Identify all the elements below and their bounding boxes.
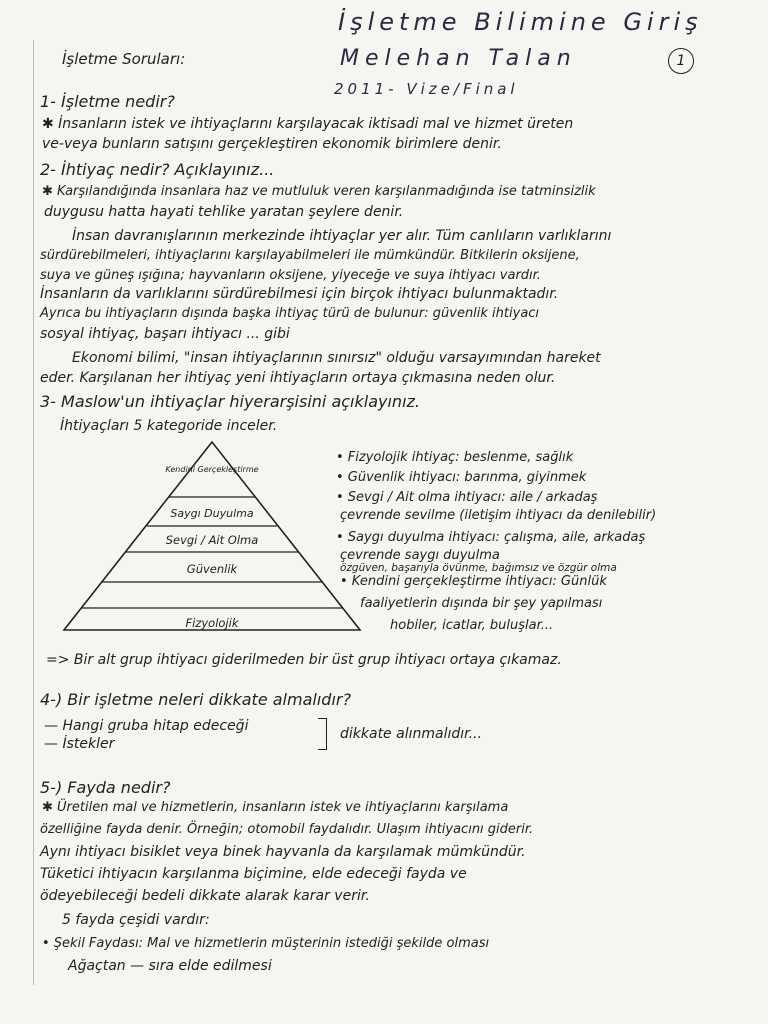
q3-bullet: • Kendini gerçekleştirme ihtiyacı: Günlük bbox=[340, 574, 607, 589]
q4-bracket-text: dikkate alınmalıdır... bbox=[340, 726, 482, 742]
maslow-pyramid bbox=[62, 440, 362, 640]
q5-type: • Şekil Faydası: Mal ve hizmetlerin müşterinin istediği şekilde olması bbox=[42, 936, 490, 951]
sheet-title: İşletme Soruları: bbox=[62, 50, 186, 68]
q4-item: — İstekler bbox=[44, 736, 115, 752]
q3-bullet: çevrende sevilme (iletişim ihtiyacı da denilebilir) bbox=[340, 508, 657, 523]
pyramid-level-safety: Güvenlik bbox=[186, 562, 238, 576]
header-title: İşletme Bilimine Giriş bbox=[338, 8, 703, 36]
q3-intro: İhtiyaçları 5 kategoride inceler. bbox=[60, 418, 278, 434]
q1-question: 1- İşletme nedir? bbox=[40, 92, 175, 111]
q2-answer-line: eder. Karşılanan her ihtiyaç yeni ihtiyaçların ortaya çıkmasına neden olur. bbox=[40, 370, 556, 386]
margin-line bbox=[33, 40, 34, 985]
q3-bullet: • Saygı duyulma ihtiyacı: çalışma, aile, arkadaş bbox=[336, 530, 646, 545]
q3-bullet: hobiler, icatlar, buluşlar... bbox=[390, 618, 554, 633]
q5-answer-line: Aynı ihtiyacı bisiklet veya binek hayvanla da karşılamak mümkündür. bbox=[40, 844, 526, 860]
q1-answer-line: ve-veya bunların satışını gerçekleştiren ekonomik birimlere denir. bbox=[42, 136, 502, 152]
q2-answer-line: İnsanların da varlıklarını sürdürebilmesi için birçok ihtiyacı bulunmaktadır. bbox=[40, 286, 559, 302]
q1-answer-line: ✱ İnsanların istek ve ihtiyaçlarını karşılayacak iktisadi mal ve hizmet üreten bbox=[42, 116, 574, 132]
q2-question: 2- İhtiyaç nedir? Açıklayınız... bbox=[40, 160, 275, 179]
q2-answer-line: suya ve güneş ışığına; hayvanların oksijene, yiyeceğe ve suya ihtiyacı vardır. bbox=[40, 268, 541, 283]
q2-answer-line: Ekonomi bilimi, "insan ihtiyaçlarının sınırsız" olduğu varsayımından hareket bbox=[72, 350, 601, 366]
q4-question: 4-) Bir işletme neleri dikkate almalıdır? bbox=[40, 690, 351, 709]
exam-subtitle: 2011- Vize/Final bbox=[334, 80, 519, 98]
pyramid-level-belonging: Sevgi / Ait Olma bbox=[165, 533, 259, 547]
q5-answer-line: ✱ Üretilen mal ve hizmetlerin, insanların istek ve ihtiyaçlarını karşılama bbox=[42, 800, 509, 815]
q5-answer-line: Tüketici ihtiyacın karşılanma biçimine, elde edeceği fayda ve bbox=[40, 866, 467, 882]
q2-answer-line: sosyal ihtiyaç, başarı ihtiyacı ... gibi bbox=[40, 326, 290, 342]
q2-answer-line: duygusu hatta hayati tehlike yaratan şeylere denir. bbox=[44, 204, 404, 220]
q2-answer-line: sürdürebilmeleri, ihtiyaçlarını karşılayabilmeleri ile mümkündür. Bitkilerin oksijene, bbox=[40, 248, 580, 263]
pyramid-level-self-actualization: Kendini Gerçekleştirme bbox=[165, 465, 259, 474]
q5-answer-line: özelliğine fayda denir. Örneğin; otomobil faydalıdır. Ulaşım ihtiyacını giderir. bbox=[40, 822, 534, 837]
q3-conclusion: => Bir alt grup ihtiyacı giderilmeden bir üst grup ihtiyacı ortaya çıkamaz. bbox=[46, 652, 562, 668]
q3-bullet: • Sevgi / Ait olma ihtiyacı: aile / arkadaş bbox=[336, 490, 598, 505]
page-number: 1 bbox=[668, 48, 694, 74]
q2-answer-line: İnsan davranışlarının merkezinde ihtiyaçlar yer alır. Tüm canlıların varlıklarını bbox=[72, 228, 612, 244]
q5-question: 5-) Fayda nedir? bbox=[40, 778, 171, 797]
q3-bullet: • Fizyolojik ihtiyaç: beslenme, sağlık bbox=[336, 450, 574, 465]
q5-answer-line: ödeyebileceği bedeli dikkate alarak karar verir. bbox=[40, 888, 370, 904]
student-name: Melehan Talan bbox=[340, 46, 577, 71]
q4-item: — Hangi gruba hitap edeceği bbox=[44, 718, 249, 734]
q2-answer-line: ✱ Karşılandığında insanlara haz ve mutluluk veren karşılanmadığında ise tatminsizlik bbox=[42, 184, 596, 199]
q3-bullet: • Güvenlik ihtiyacı: barınma, giyinmek bbox=[336, 470, 587, 485]
q3-bullet: özgüven, başarıyla övünme, bağımsız ve özgür olma bbox=[340, 562, 617, 574]
pyramid-level-physiological: Fizyolojik bbox=[185, 616, 239, 630]
q3-question: 3- Maslow'un ihtiyaçlar hiyerarşisini açıklayınız. bbox=[40, 392, 420, 411]
q4-bracket bbox=[318, 718, 327, 750]
q2-answer-line: Ayrıca bu ihtiyaçların dışında başka ihtiyaç türü de bulunur: güvenlik ihtiyacı bbox=[40, 306, 540, 321]
q5-types-intro: 5 fayda çeşidi vardır: bbox=[62, 912, 210, 928]
q5-type: Ağaçtan — sıra elde edilmesi bbox=[68, 958, 272, 974]
q3-bullet: çevrende saygı duyulma bbox=[340, 548, 500, 563]
q3-bullet: faaliyetlerin dışında bir şey yapılması bbox=[360, 596, 603, 611]
pyramid-level-esteem: Saygı Duyulma bbox=[170, 507, 254, 520]
